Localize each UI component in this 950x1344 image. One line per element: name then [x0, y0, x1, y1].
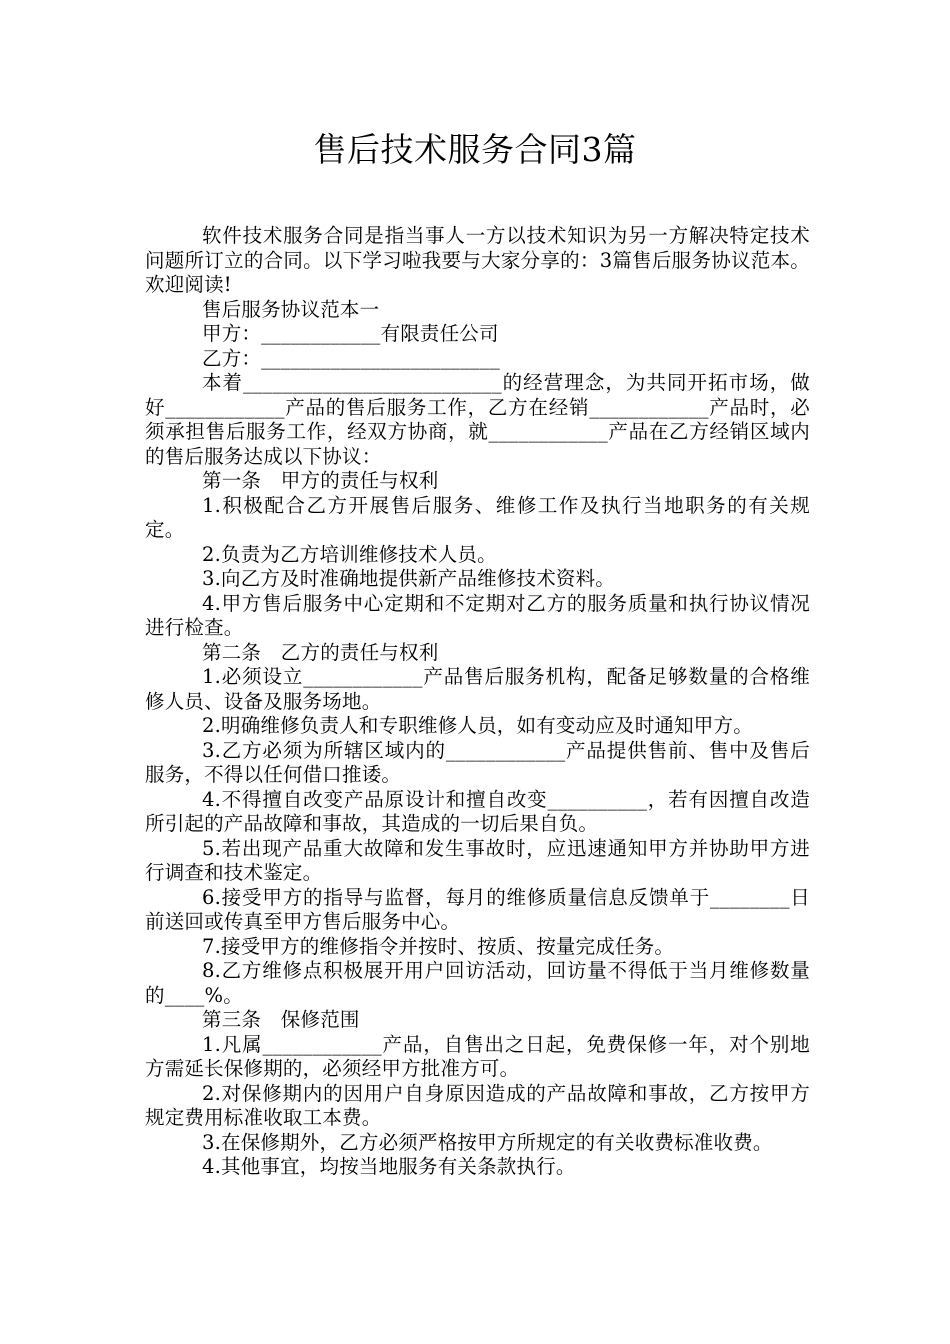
- article-three-item: 4.其他事宜，均按当地服务有关条款执行。: [202, 1155, 576, 1178]
- document-title: 售后技术服务合同3篇: [313, 130, 637, 169]
- section-heading-sample-one: 售后服务协议范本一: [202, 297, 380, 321]
- article-three-item: 3.在保修期外，乙方必须严格按甲方所规定的有关收费标准收费。: [202, 1130, 773, 1154]
- article-two-item: 7.接受甲方的维修指令并按时、按质、按量完成任务。: [202, 934, 675, 958]
- article-three-item: 1.凡属____________产品，自售出之日起，免费保修一年，对个别地方需延长保修期的，必须经甲方批准方可。: [145, 1032, 810, 1080]
- article-two-item: 4.不得擅自改变产品原设计和擅自改变__________，若有因擅自改造所引起的产品故障和事故，其造成的一切后果自负。: [145, 787, 810, 835]
- party-b-line: 乙方：________________________: [202, 346, 500, 370]
- article-two-item: 5.若出现产品重大故障和发生事故时，应迅速通知甲方并协助甲方进行调查和技术鉴定。: [145, 836, 810, 884]
- article-two-item: 1.必须设立____________产品售后服务机构，配备足够数量的合格维修人员、设备及服务场地。: [145, 665, 810, 713]
- article-one-heading: 第一条 甲方的责任与权利: [202, 469, 439, 492]
- article-two-heading: 第二条 乙方的责任与权利: [202, 640, 439, 664]
- article-two-item: 2.明确维修负责人和专职维修人员，如有变动应及时通知甲方。: [202, 714, 753, 737]
- article-three-heading: 第三条 保修范围: [202, 1008, 360, 1031]
- article-three-item: 2.对保修期内的因用户自身原因造成的产品故障和事故，乙方按甲方规定费用标准收取工本费。: [145, 1081, 810, 1129]
- article-two-item: 6.接受甲方的指导与监督，每月的维修质量信息反馈单于________日前送回或传真至甲方售后服务中心。: [145, 885, 810, 933]
- intro-paragraph: 软件技术服务合同是指当事人一方以技术知识为另一方解决特定技术问题所订立的合同。以下学习啦我要与大家分享的：3篇售后服务协议范本。欢迎阅读!: [145, 224, 810, 296]
- article-one-item: 3.向乙方及时准确地提供新产品维修技术资料。: [202, 567, 616, 590]
- article-one-item: 1.积极配合乙方开展售后服务、维修工作及执行当地职务的有关规定。: [145, 493, 810, 541]
- article-two-item: 3.乙方必须为所辖区域内的____________产品提供售前、售中及售后服务，不得以任何借口推诿。: [145, 738, 810, 786]
- document-body: [145, 224, 810, 1180]
- article-one-item: 2.负责为乙方培训维修技术人员。: [202, 542, 497, 566]
- preamble-paragraph: 本着__________________________的经营理念，为共同开拓市场，做好____________产品的售后服务工作，乙方在经销____________产品时，必须承担售后服务工作，经双方协商，就____________产品在乙方经销区域内的售后服务达成以下协议：: [145, 371, 810, 468]
- party-a-line: 甲方：____________有限责任公司: [202, 322, 499, 345]
- article-two-item: 8.乙方维修点积极展开用户回访活动，回访量不得低于当月维修数量的____%。: [145, 959, 810, 1007]
- article-one-item: 4.甲方售后服务中心定期和不定期对乙方的服务质量和执行协议情况进行检查。: [145, 591, 810, 639]
